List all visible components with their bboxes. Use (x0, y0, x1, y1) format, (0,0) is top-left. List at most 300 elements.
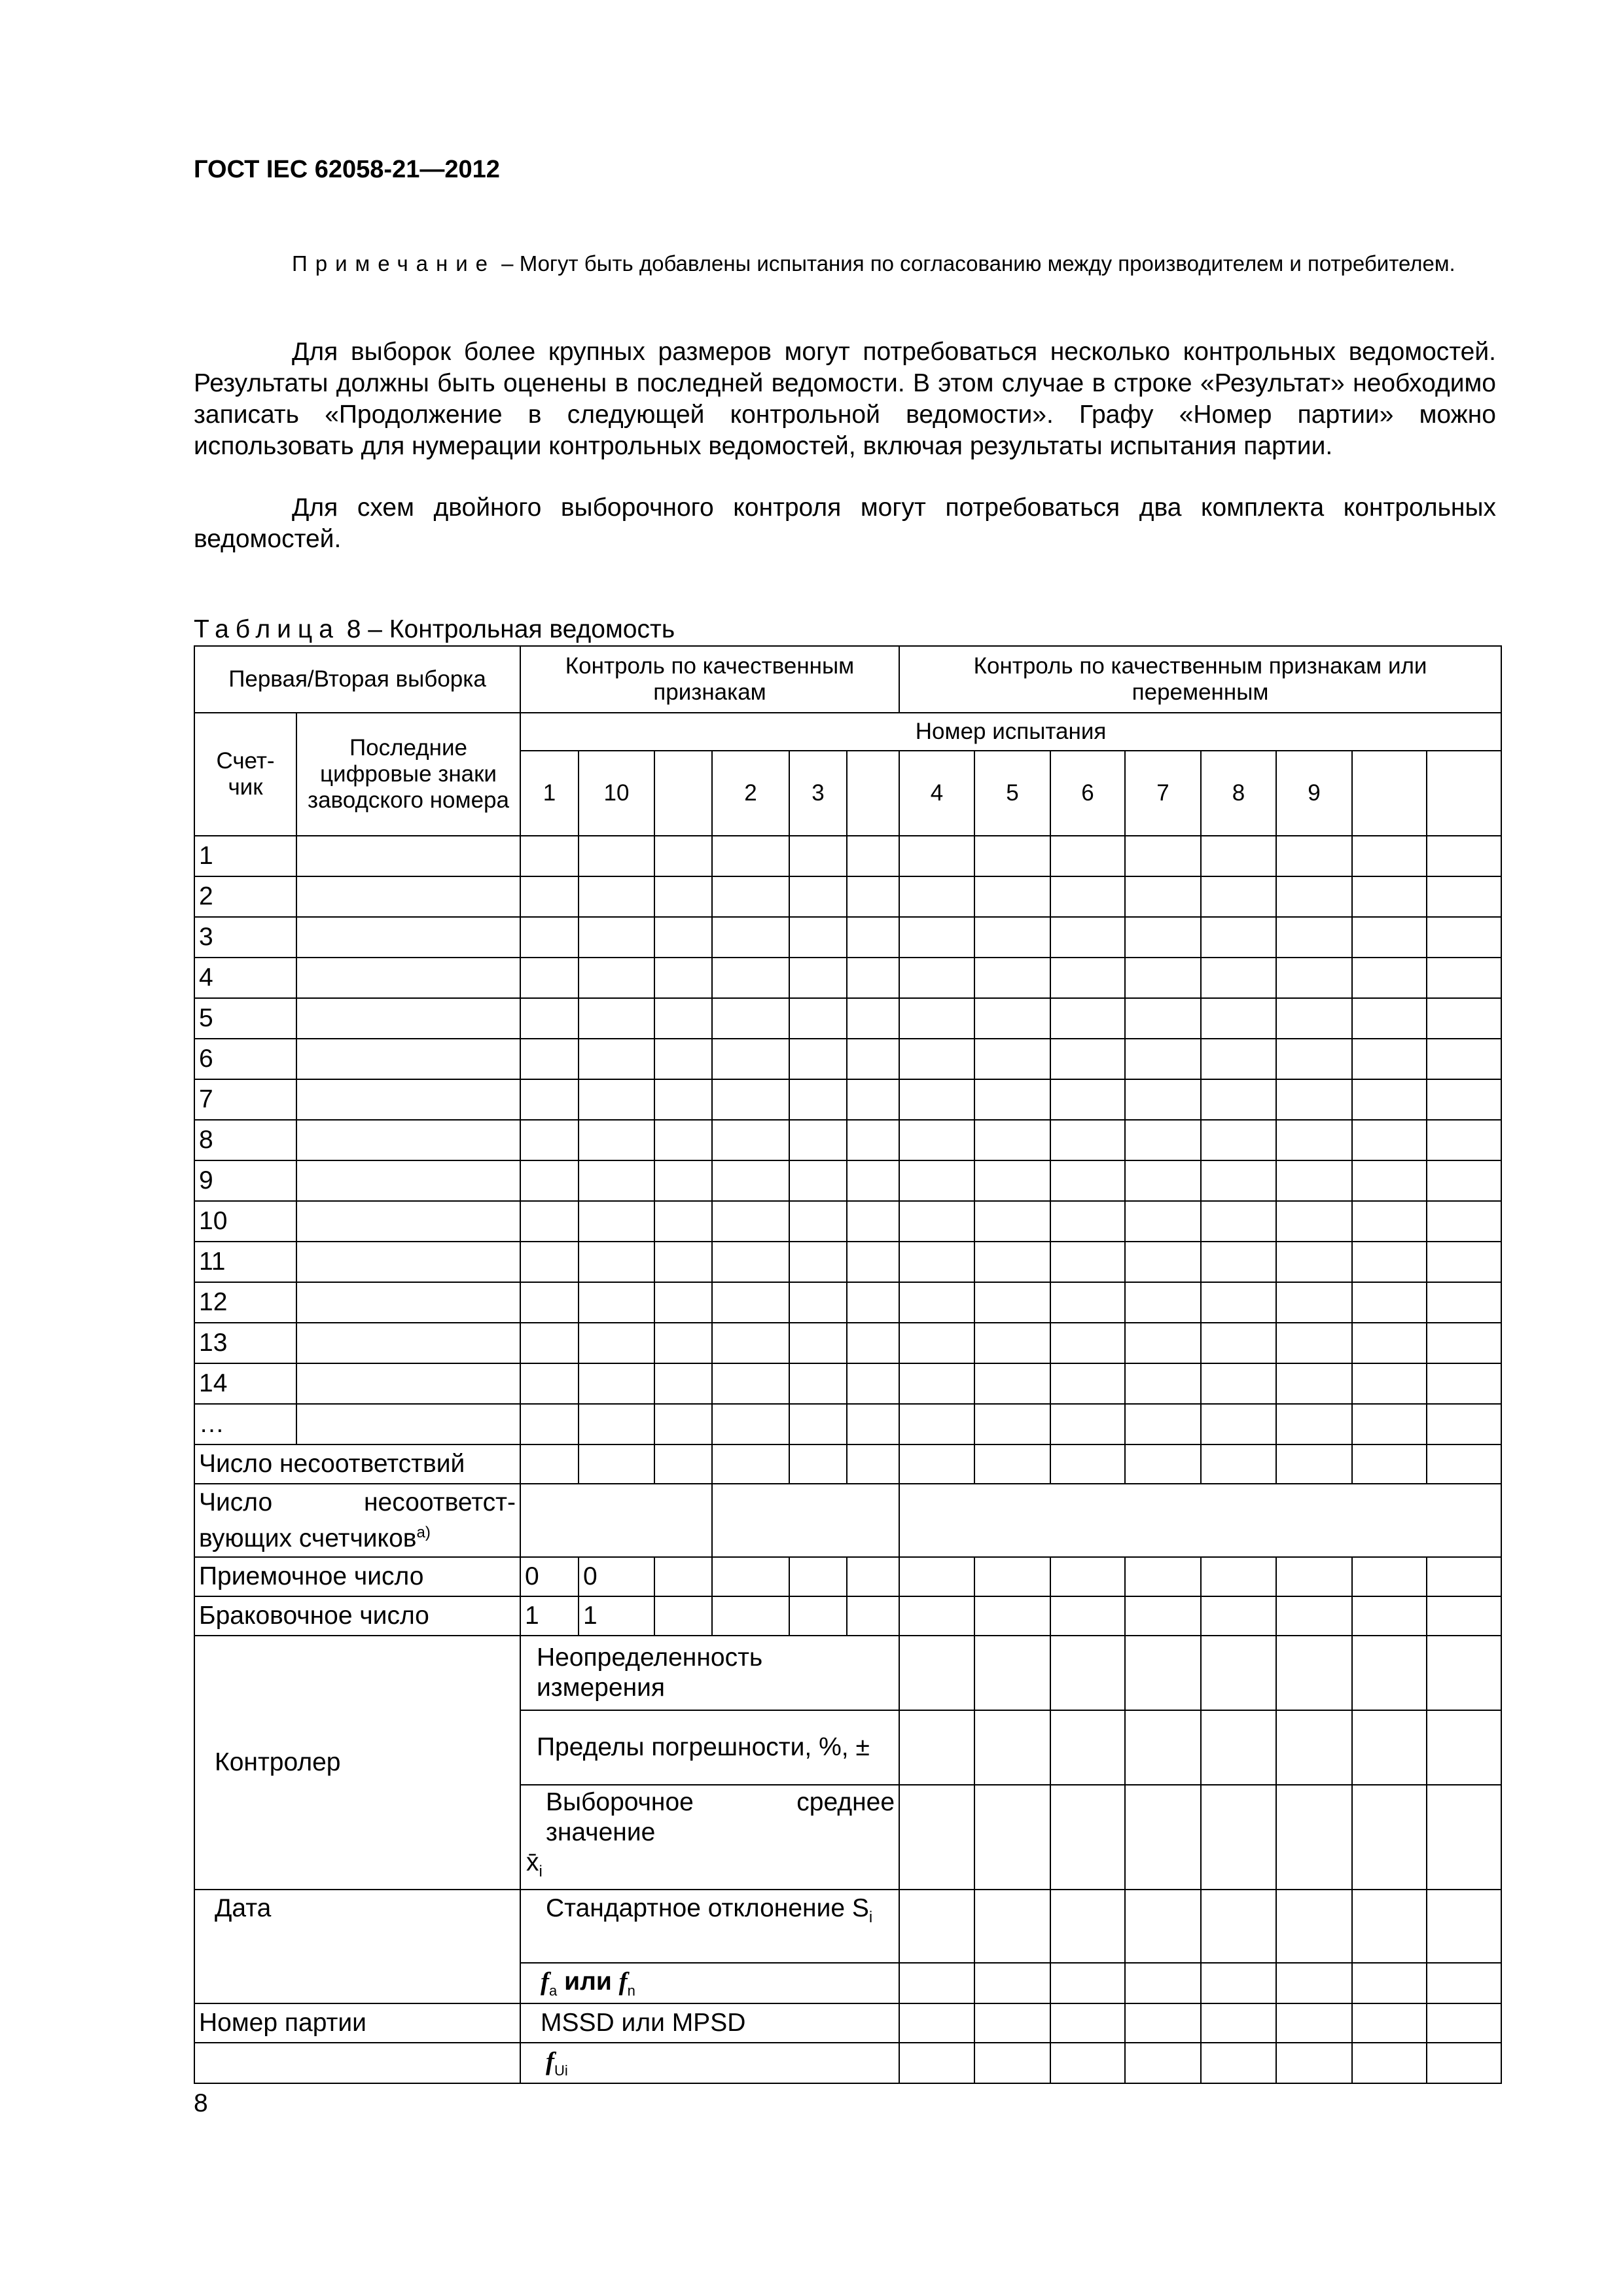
empty-cell (974, 1282, 1050, 1323)
empty-cell (296, 1282, 520, 1323)
empty-cell (974, 1079, 1050, 1120)
f-symbol-2: f (618, 1967, 628, 1996)
sample-mean-label: Выборочное среднее значение (546, 1788, 895, 1847)
empty-cell (712, 998, 789, 1039)
paragraph-1: Для выборок более крупных размеров могут потребоваться несколько контрольных ведомостей. Результаты должны быть оценены в последней ведомости. В этом случае в строке «Результат» необходимо записать «Продолжение в следующей контрольной ведомости». Графу «Номер партии» можно использовать для нумерации контрольных ведомостей, включая результаты испытания партии. (194, 338, 1496, 460)
empty-cell (1050, 958, 1125, 998)
empty-cell (899, 1323, 974, 1363)
empty-cell (1125, 1242, 1201, 1282)
empty-cell (1201, 917, 1276, 958)
empty-cell (1427, 917, 1501, 958)
empty-cell (789, 836, 847, 876)
empty-cell (1125, 1404, 1201, 1444)
empty-cell (974, 1242, 1050, 1282)
empty-cell (789, 1242, 847, 1282)
empty-cell (1125, 876, 1201, 917)
empty-cell (974, 876, 1050, 917)
empty-cell (1125, 1323, 1201, 1363)
row-counter: 11 (194, 1242, 296, 1282)
empty-cell (1201, 1242, 1276, 1282)
empty-cell (1050, 1323, 1125, 1363)
row-counter: 13 (194, 1323, 296, 1363)
empty-cell (1276, 1242, 1352, 1282)
row-counter: 3 (194, 917, 296, 958)
sample-header: Первая/Вторая выборка (194, 646, 520, 713)
empty-cell (520, 1160, 579, 1201)
empty-cell (847, 998, 899, 1039)
empty-cell (1352, 917, 1427, 958)
empty-cell (1276, 1201, 1352, 1242)
empty-cell (789, 876, 847, 917)
std-dev-text: Стандартное отклонение S (546, 1894, 869, 1922)
std-dev-label (520, 1890, 899, 1963)
empty-cell (899, 917, 974, 958)
test-number-header: Номер испытания (520, 713, 1501, 751)
empty-cell (1276, 958, 1352, 998)
empty-cell (1276, 1282, 1352, 1323)
empty-cell (712, 1079, 789, 1120)
empty-cell (899, 1363, 974, 1404)
test-number: 7 (1125, 751, 1201, 836)
empty-cell (1427, 1404, 1501, 1444)
empty-cell (654, 1323, 712, 1363)
empty-cell (296, 1242, 520, 1282)
empty-cell (974, 1201, 1050, 1242)
empty-cell (712, 1201, 789, 1242)
row-counter: 7 (194, 1079, 296, 1120)
acceptance-value: 0 (520, 1557, 579, 1596)
empty-cell (579, 1120, 654, 1160)
table-row (194, 998, 1501, 1039)
lot-number-label: Номер партии (194, 2003, 520, 2043)
empty-cell (847, 1160, 899, 1201)
empty-cell (1050, 1404, 1125, 1444)
empty-cell (296, 1039, 520, 1079)
empty-cell (847, 1039, 899, 1079)
nonconforming-meters-text: Число несоответст-вующих счетчиков (199, 1488, 516, 1552)
empty-cell (1201, 876, 1276, 917)
empty-cell (789, 958, 847, 998)
counter-header: Счет-чик (194, 713, 296, 836)
rejection-value: 1 (579, 1596, 654, 1636)
empty-cell (712, 1282, 789, 1323)
empty-cell (1427, 836, 1501, 876)
lot-number-row (194, 2003, 1501, 2043)
nonconforming-meters-row (194, 1484, 1501, 1557)
empty-cell (1201, 958, 1276, 998)
f-symbol: f (541, 1967, 550, 1996)
control-sheet-table (194, 645, 1502, 2084)
empty-cell (520, 876, 579, 917)
std-dev-row (194, 1890, 1501, 1963)
empty-cell (1276, 1079, 1352, 1120)
empty-cell (1050, 1160, 1125, 1201)
empty-cell (1050, 876, 1125, 917)
note-text: – Могут быть добавлены испытания по согласованию между производителем и потребителем. (495, 251, 1455, 276)
empty-cell (899, 1201, 974, 1242)
table-row (194, 1039, 1501, 1079)
table-row (194, 1201, 1501, 1242)
empty-cell (579, 1160, 654, 1201)
empty-cell (847, 1282, 899, 1323)
empty-cell (654, 998, 712, 1039)
attr-header: Контроль по качественным признакам (520, 646, 899, 713)
empty-cell (520, 998, 579, 1039)
empty-cell (1050, 1079, 1125, 1120)
empty-cell (1201, 1282, 1276, 1323)
empty-cell (789, 1160, 847, 1201)
row-counter: 5 (194, 998, 296, 1039)
test-number: 5 (974, 751, 1050, 836)
empty-cell (789, 1120, 847, 1160)
acceptance-label: Приемочное число (194, 1557, 520, 1596)
empty-cell (1427, 1242, 1501, 1282)
empty-cell (654, 1282, 712, 1323)
empty-cell (847, 1363, 899, 1404)
empty-cell (1050, 1039, 1125, 1079)
empty-cell (579, 1079, 654, 1120)
empty-cell (1201, 1201, 1276, 1242)
test-number (847, 751, 899, 836)
empty-cell (712, 836, 789, 876)
empty-cell (1125, 1201, 1201, 1242)
caption-text: 8 – Контрольная ведомость (339, 615, 675, 643)
date-label: Дата (194, 1890, 520, 2003)
uncertainty-label: Неопределенность измерения (520, 1636, 899, 1710)
empty-cell (1427, 1039, 1501, 1079)
footnote-mark: а) (416, 1523, 431, 1541)
empty-cell (1125, 1282, 1201, 1323)
empty-cell (579, 998, 654, 1039)
empty-cell (1201, 836, 1276, 876)
empty-cell (1125, 1039, 1201, 1079)
empty-cell (789, 1282, 847, 1323)
mssd-label: MSSD или MPSD (520, 2003, 899, 2043)
empty-cell (654, 917, 712, 958)
empty-cell (974, 917, 1050, 958)
empty-cell (520, 1079, 579, 1120)
table-caption (194, 615, 675, 644)
table-row (194, 958, 1501, 998)
empty-cell (847, 917, 899, 958)
empty-cell (712, 1404, 789, 1444)
empty-cell (789, 1404, 847, 1444)
empty-cell (1352, 1120, 1427, 1160)
empty-cell (974, 998, 1050, 1039)
empty-cell (1201, 1079, 1276, 1120)
f-sub-n: n (627, 1982, 635, 1999)
empty-cell (296, 836, 520, 876)
empty-cell (1276, 998, 1352, 1039)
empty-cell (520, 1242, 579, 1282)
test-number: 1 (520, 751, 579, 836)
empty-cell (1352, 1282, 1427, 1323)
row-counter: 10 (194, 1201, 296, 1242)
empty-cell (899, 836, 974, 876)
empty-cell (1352, 1160, 1427, 1201)
table-row (194, 1242, 1501, 1282)
empty-cell (847, 1242, 899, 1282)
empty-cell (1125, 1079, 1201, 1120)
empty-cell (712, 917, 789, 958)
empty-cell (654, 958, 712, 998)
nonconformities-label: Число несоответствий (194, 1444, 520, 1484)
table-row (194, 1363, 1501, 1404)
empty-cell (1427, 998, 1501, 1039)
empty-cell (789, 1039, 847, 1079)
empty-cell (1125, 998, 1201, 1039)
empty-cell (1427, 1201, 1501, 1242)
test-number (1352, 751, 1427, 836)
row-counter: 1 (194, 836, 296, 876)
empty-cell (1050, 917, 1125, 958)
empty-cell (847, 958, 899, 998)
empty-cell (296, 1363, 520, 1404)
table-row (194, 1079, 1501, 1120)
empty-cell (579, 1363, 654, 1404)
empty-cell (1201, 1039, 1276, 1079)
std-dev-sub: i (868, 1908, 873, 1926)
row-counter: 6 (194, 1039, 296, 1079)
table-row (194, 836, 1501, 876)
empty-cell (1352, 1363, 1427, 1404)
empty-cell (1276, 1120, 1352, 1160)
empty-cell (847, 1404, 899, 1444)
empty-cell (296, 1323, 520, 1363)
empty-cell (296, 876, 520, 917)
empty-cell (1427, 1160, 1501, 1201)
empty-cell (654, 1160, 712, 1201)
rejection-label: Браковочное число (194, 1596, 520, 1636)
empty-cell (974, 1323, 1050, 1363)
empty-cell (579, 1039, 654, 1079)
empty-cell (899, 958, 974, 998)
empty-cell (654, 876, 712, 917)
table-row (194, 1160, 1501, 1201)
empty-cell (520, 1282, 579, 1323)
empty-cell (712, 1120, 789, 1160)
test-number: 8 (1201, 751, 1276, 836)
empty-cell (654, 1079, 712, 1120)
empty-cell (712, 1363, 789, 1404)
empty-cell (899, 998, 974, 1039)
empty-cell (847, 1079, 899, 1120)
empty-cell (1276, 1404, 1352, 1444)
nonconformities-row (194, 1444, 1501, 1484)
empty-cell (712, 958, 789, 998)
empty-cell (654, 1120, 712, 1160)
empty-cell (1352, 1039, 1427, 1079)
empty-cell (1050, 1120, 1125, 1160)
empty-cell (1125, 836, 1201, 876)
test-number: 9 (1276, 751, 1352, 836)
empty-cell (899, 1039, 974, 1079)
empty-cell (1276, 876, 1352, 917)
empty-cell (1201, 1160, 1276, 1201)
empty-cell (1201, 1404, 1276, 1444)
empty-cell (847, 836, 899, 876)
empty-cell (520, 917, 579, 958)
row-counter: 9 (194, 1160, 296, 1201)
empty-cell (974, 836, 1050, 876)
empty-cell (974, 1404, 1050, 1444)
row-counter: 2 (194, 876, 296, 917)
empty-cell (789, 917, 847, 958)
empty-cell (1352, 876, 1427, 917)
empty-cell (1427, 1363, 1501, 1404)
table-row (194, 1404, 1501, 1444)
empty-cell (789, 1201, 847, 1242)
rejection-value: 1 (520, 1596, 579, 1636)
empty-cell (1352, 958, 1427, 998)
table-row (194, 876, 1501, 917)
test-number (654, 751, 712, 836)
table-row (194, 1120, 1501, 1160)
empty-cell (1276, 1039, 1352, 1079)
empty-cell (1050, 1363, 1125, 1404)
test-number (1427, 751, 1501, 836)
empty-cell (296, 1120, 520, 1160)
empty-cell (789, 1363, 847, 1404)
test-number: 3 (789, 751, 847, 836)
empty-cell (712, 1160, 789, 1201)
empty-cell (1050, 998, 1125, 1039)
empty-cell (847, 1120, 899, 1160)
empty-cell (1050, 1282, 1125, 1323)
f-label (520, 1963, 899, 2003)
empty-cell (579, 1282, 654, 1323)
table-row (194, 917, 1501, 958)
empty-cell (712, 1242, 789, 1282)
f-ui-label (520, 2043, 899, 2083)
empty-cell (1276, 1363, 1352, 1404)
empty-cell (296, 1160, 520, 1201)
note (194, 249, 1496, 279)
nonconforming-meters-label (194, 1484, 520, 1557)
empty-cell (520, 836, 579, 876)
empty-cell (1352, 998, 1427, 1039)
empty-cell (1125, 917, 1201, 958)
empty-cell (520, 1363, 579, 1404)
empty-cell (899, 1079, 974, 1120)
empty-cell (1427, 1323, 1501, 1363)
f-ui-sub: Ui (554, 2062, 568, 2079)
empty-cell (1201, 1363, 1276, 1404)
f-or: или (557, 1967, 619, 1996)
data-rows (194, 836, 1501, 1444)
empty-cell (296, 1201, 520, 1242)
empty-cell (520, 1039, 579, 1079)
empty-cell (520, 1323, 579, 1363)
empty-cell (974, 1039, 1050, 1079)
empty-cell (579, 958, 654, 998)
empty-cell (712, 876, 789, 917)
empty-cell (974, 958, 1050, 998)
empty-cell (1352, 1242, 1427, 1282)
empty-cell (1276, 1323, 1352, 1363)
empty-cell (974, 1120, 1050, 1160)
empty-cell (654, 1404, 712, 1444)
row-counter: … (194, 1404, 296, 1444)
table-row (194, 1323, 1501, 1363)
empty-cell (899, 1120, 974, 1160)
f-sub-a: a (549, 1982, 558, 1999)
empty-cell (1352, 836, 1427, 876)
empty-cell (1427, 1282, 1501, 1323)
var-header: Контроль по качественным признакам или переменным (899, 646, 1501, 713)
error-limits-label: Пределы погрешности, %, ± (520, 1710, 899, 1785)
empty-cell (1427, 1079, 1501, 1120)
empty-cell (899, 1282, 974, 1323)
empty-cell (1427, 1120, 1501, 1160)
uncertainty-row (194, 1636, 1501, 1710)
test-number: 10 (579, 751, 654, 836)
empty-cell (847, 1201, 899, 1242)
empty-cell (654, 1201, 712, 1242)
note-label: Примечание (292, 251, 496, 276)
sample-mean-sub: i (539, 1862, 543, 1880)
acceptance-value: 0 (579, 1557, 654, 1596)
empty-cell (296, 917, 520, 958)
sample-mean-cell (520, 1785, 899, 1890)
empty-cell (847, 876, 899, 917)
empty-cell (1276, 1160, 1352, 1201)
document-header: ГОСТ IEC 62058-21—2012 (194, 156, 500, 183)
serial-header: Последние цифровые знаки заводского номера (296, 713, 520, 836)
f-ui-symbol: f (546, 2047, 555, 2076)
empty-cell (579, 1242, 654, 1282)
empty-cell (654, 1039, 712, 1079)
empty-cell (579, 1201, 654, 1242)
empty-cell (296, 958, 520, 998)
f-ui-row (194, 2043, 1501, 2083)
empty-cell (520, 1404, 579, 1444)
empty-cell (654, 1363, 712, 1404)
empty-cell (847, 1323, 899, 1363)
empty-cell (789, 1079, 847, 1120)
empty-cell (789, 1323, 847, 1363)
sample-mean-symbol: x̄ (526, 1848, 539, 1877)
empty-cell (1352, 1404, 1427, 1444)
empty-cell (579, 876, 654, 917)
table-row (194, 1282, 1501, 1323)
empty-cell (296, 1079, 520, 1120)
row-counter: 4 (194, 958, 296, 998)
empty-cell (1201, 998, 1276, 1039)
caption-label: Таблица (194, 615, 340, 643)
empty-cell (520, 1120, 579, 1160)
empty-cell (1050, 1242, 1125, 1282)
empty-cell (1201, 1120, 1276, 1160)
empty-cell (1427, 876, 1501, 917)
empty-cell (579, 836, 654, 876)
empty-cell (899, 1160, 974, 1201)
empty-cell (974, 1160, 1050, 1201)
controller-label: Контролер (194, 1636, 520, 1890)
row-counter: 8 (194, 1120, 296, 1160)
empty-cell (579, 1404, 654, 1444)
empty-cell (296, 1404, 520, 1444)
page-number: 8 (194, 2089, 208, 2117)
empty-cell (1352, 1079, 1427, 1120)
empty-cell (520, 958, 579, 998)
empty-cell (789, 998, 847, 1039)
empty-cell (1125, 958, 1201, 998)
empty-cell (579, 1323, 654, 1363)
empty-cell (1050, 1201, 1125, 1242)
empty-cell (974, 1363, 1050, 1404)
empty-cell (654, 1242, 712, 1282)
